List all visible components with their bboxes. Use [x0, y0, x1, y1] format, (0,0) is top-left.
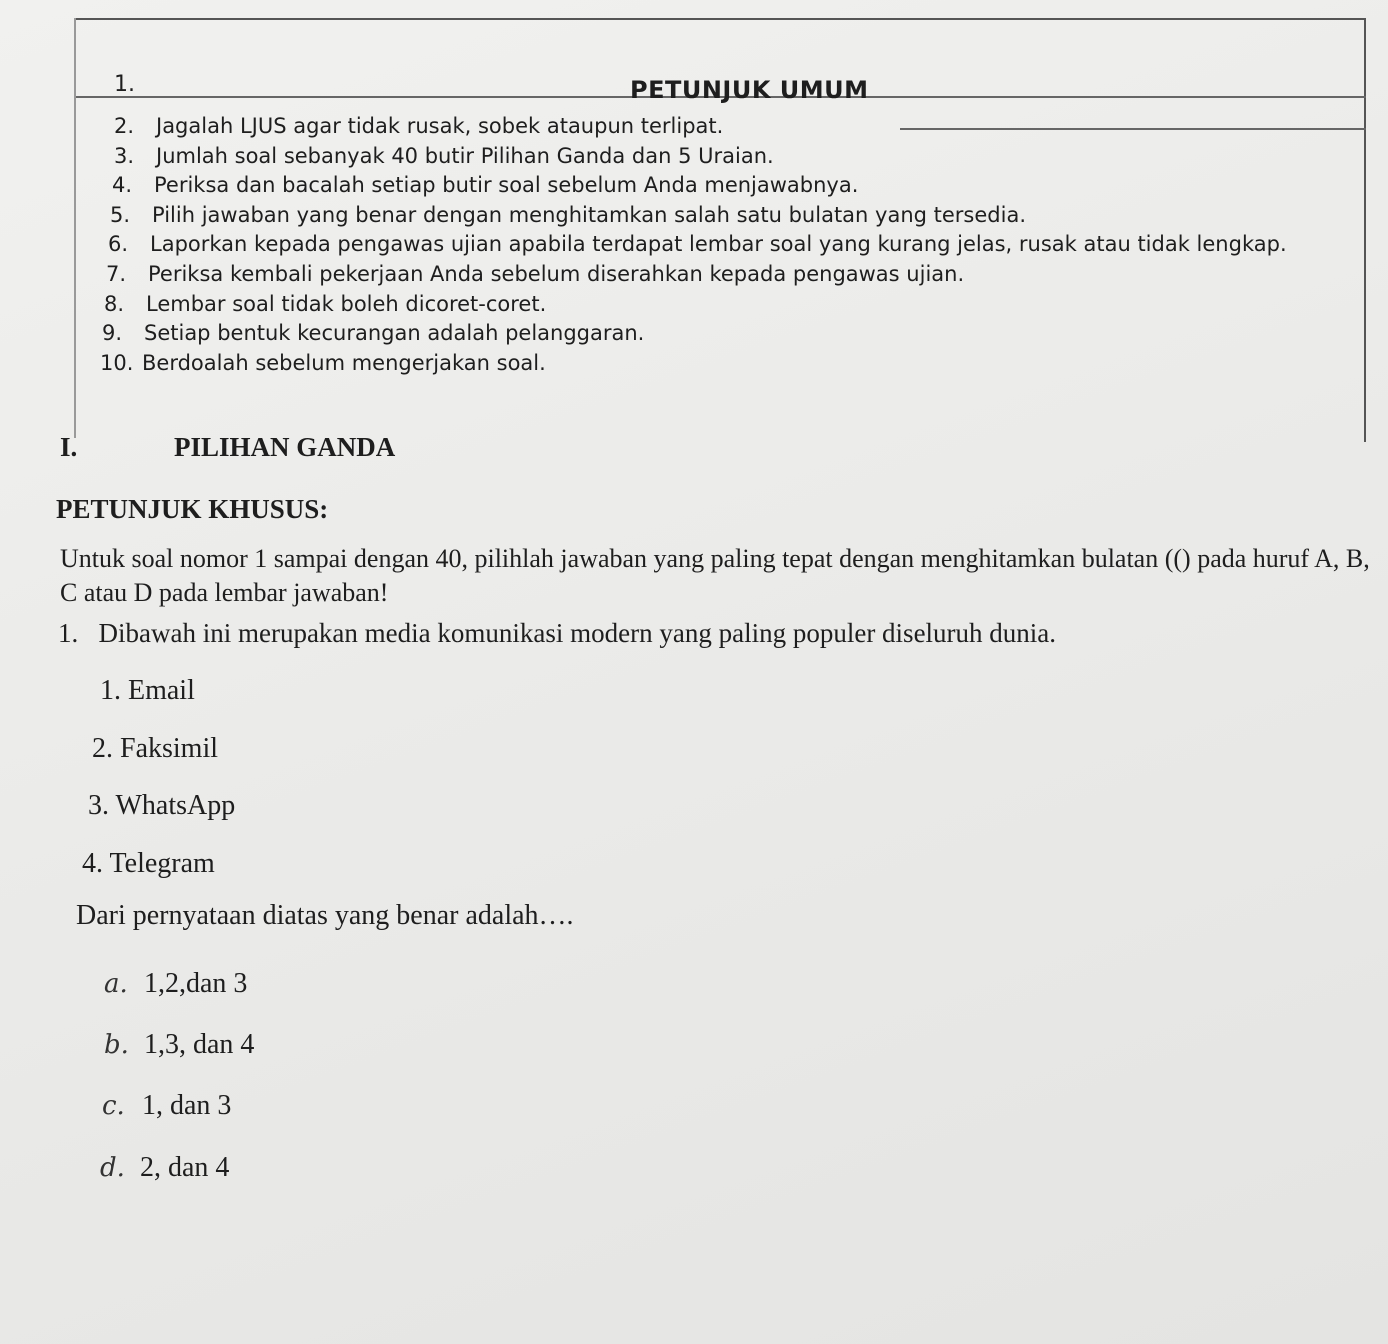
box-left-border [74, 18, 76, 438]
option-letter: b. [104, 1030, 129, 1060]
question-number: 1. [58, 618, 79, 648]
special-instructions-title: PETUNJUK KHUSUS: [56, 494, 329, 524]
general-instructions-list [100, 112, 1287, 378]
option-text: 1,2,dan 3 [144, 968, 248, 999]
answer-option-b[interactable] [104, 1029, 254, 1061]
special-instructions-text: Untuk soal nomor 1 sampai dengan 40, pilihlah jawaban yang paling tepat dengan menghitamkan bulatan (() pada huruf A, B, C atau D pada lembar jawaban! [60, 544, 1370, 607]
option-letter: c. [102, 1091, 125, 1121]
statement-item: 3. WhatsApp [88, 790, 236, 821]
list-item: 10. Berdoalah sebelum mengerjakan soal. [100, 350, 546, 375]
list-item: 7. Periksa kembali pekerjaan Anda sebelum diserahkan kepada pengawas ujian. [106, 261, 965, 286]
question-prompt: Dari pernyataan diatas yang benar adalah…. [76, 900, 574, 931]
answer-option-d[interactable] [100, 1152, 229, 1184]
list-item: 9. Setiap bentuk kecurangan adalah pelanggaran. [102, 321, 645, 346]
answer-option-c[interactable] [102, 1090, 231, 1122]
statement-item: 4. Telegram [82, 848, 215, 879]
option-text: 2, dan 4 [140, 1152, 230, 1183]
section-number: I. [60, 432, 78, 462]
list-item: 6. Laporkan kepada pengawas ujian apabila terdapat lembar soal yang kurang jelas, rusak atau tidak lengkap. [108, 232, 1287, 257]
list-item: 5. Pilih jawaban yang benar dengan menghitamkan salah satu bulatan yang tersedia. [110, 202, 1027, 227]
option-letter: d. [100, 1153, 125, 1183]
statement-item: 2. Faksimil [92, 733, 219, 764]
list-item: 2. Jagalah LJUS agar tidak rusak, sobek ataupun terlipat. [114, 114, 724, 138]
option-text: 1,3, dan 4 [144, 1029, 255, 1060]
general-item-1-number: 1. [114, 72, 135, 97]
list-item: 4. Periksa dan bacalah setiap butir soal sebelum Anda menjawabnya. [112, 173, 859, 198]
section-title: PILIHAN GANDA [174, 432, 396, 462]
question-text: Dibawah ini merupakan media komunikasi modern yang paling populer diseluruh dunia. [98, 618, 1057, 648]
list-item: 3. Jumlah soal sebanyak 40 butir Pilihan Ganda dan 5 Uraian. [114, 143, 774, 168]
option-text: 1, dan 3 [142, 1090, 232, 1121]
general-instructions-title: PETUNJUK UMUM [630, 76, 869, 104]
question-1 [58, 618, 1056, 649]
option-letter: a. [104, 969, 128, 999]
answer-option-a[interactable] [104, 968, 247, 1000]
list-item: 8. Lembar soal tidak boleh dicoret-coret. [104, 291, 547, 316]
statement-item: 1. Email [100, 675, 195, 706]
